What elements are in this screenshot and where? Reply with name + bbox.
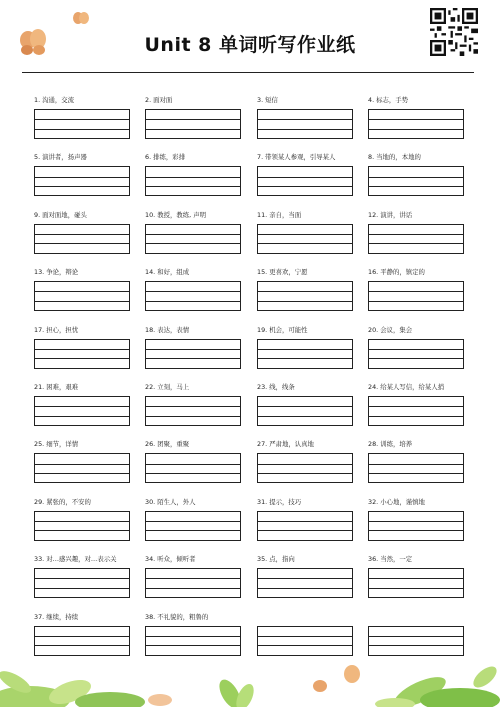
dictation-item: [368, 325, 464, 369]
writing-line: [146, 243, 240, 244]
item-label: 3. 短信: [257, 96, 278, 104]
answer-box[interactable]: [145, 281, 241, 311]
dictation-item: [145, 152, 241, 196]
answer-box[interactable]: [145, 224, 241, 254]
writing-line: [258, 119, 352, 120]
writing-line: [35, 521, 129, 522]
writing-line: [35, 464, 129, 465]
dictation-item: [34, 210, 130, 254]
item-label: 7. 带领某人参观，引导某人: [257, 153, 336, 162]
dictation-item: [34, 554, 130, 598]
item-label: 27. 严肃地，认真地: [257, 440, 314, 449]
item-label: 23. 线，线条: [257, 383, 295, 391]
writing-line: [258, 636, 352, 637]
item-label: 16. 平静的，镇定的: [368, 268, 425, 277]
item-label: 25. 细节，详情: [34, 440, 79, 449]
answer-box[interactable]: [257, 568, 353, 598]
dictation-item: [257, 439, 353, 483]
writing-line: [369, 186, 463, 187]
answer-box[interactable]: [368, 453, 464, 483]
writing-line: [35, 291, 129, 292]
writing-line: [258, 291, 352, 292]
item-label: 21. 困难，艰难: [34, 383, 79, 391]
dictation-item: [145, 267, 241, 311]
writing-line: [369, 416, 463, 417]
dictation-item: [257, 554, 353, 598]
answer-box[interactable]: [257, 511, 353, 541]
item-label: 2. 面对面: [145, 96, 173, 104]
dictation-item: [34, 325, 130, 369]
answer-box[interactable]: [34, 281, 130, 311]
writing-line: [146, 129, 240, 130]
writing-line: [258, 243, 352, 244]
answer-box[interactable]: [145, 166, 241, 196]
writing-line: [35, 301, 129, 302]
dictation-item: [145, 497, 241, 541]
writing-line: [146, 473, 240, 474]
item-label: 24. 给某人写信，给某人捎: [368, 383, 445, 391]
writing-line: [35, 530, 129, 531]
dictation-item: [34, 612, 130, 656]
writing-line: [146, 301, 240, 302]
dictation-item: [368, 382, 464, 426]
item-label: 28. 训练，培养: [368, 440, 413, 449]
answer-box[interactable]: [34, 396, 130, 426]
answer-box[interactable]: [257, 166, 353, 196]
writing-line: [35, 645, 129, 646]
writing-line: [35, 186, 129, 187]
item-label: 11. 亲自，当面: [257, 210, 302, 219]
writing-line: [146, 234, 240, 235]
writing-line: [369, 243, 463, 244]
dictation-item: [368, 152, 464, 196]
item-label: 32. 小心地，谨慎地: [368, 497, 425, 506]
writing-line: [146, 464, 240, 465]
answer-box[interactable]: [257, 453, 353, 483]
item-label: 37. 继续，持续: [34, 612, 79, 621]
writing-line: [35, 588, 129, 589]
answer-box[interactable]: [34, 339, 130, 369]
answer-box[interactable]: [368, 396, 464, 426]
answer-box[interactable]: [257, 109, 353, 139]
answer-box[interactable]: [34, 166, 130, 196]
dictation-item: [257, 382, 353, 426]
writing-line: [35, 578, 129, 579]
dictation-item: [34, 152, 130, 196]
writing-line: [258, 416, 352, 417]
page-title: Unit 8 单词听写作业纸: [144, 34, 356, 56]
item-label: 5. 演讲者，扬声器: [34, 153, 87, 162]
item-label: 29. 紧张的，不安的: [34, 497, 91, 506]
writing-line: [146, 521, 240, 522]
answer-box[interactable]: [368, 224, 464, 254]
writing-line: [146, 578, 240, 579]
answer-box[interactable]: [145, 511, 241, 541]
dictation-item: [257, 152, 353, 196]
item-label: 4. 标志，手势: [368, 96, 409, 104]
writing-line: [369, 291, 463, 292]
dictation-item: [145, 382, 241, 426]
dictation-item: [257, 325, 353, 369]
dictation-item: [368, 497, 464, 541]
item-label: 33. 对…感兴趣，对…表示关: [34, 555, 117, 564]
foliage-decoration: [0, 652, 500, 707]
writing-line: [258, 530, 352, 531]
item-label: 36. 当然，一定: [368, 555, 413, 564]
writing-line: [369, 464, 463, 465]
dictation-item: [368, 439, 464, 483]
writing-line: [146, 645, 240, 646]
writing-line: [369, 588, 463, 589]
item-label: 19. 机会，可能性: [257, 325, 308, 334]
writing-line: [369, 234, 463, 235]
dictation-item: [368, 612, 464, 656]
writing-line: [369, 119, 463, 120]
writing-line: [369, 636, 463, 637]
writing-line: [258, 186, 352, 187]
answer-box[interactable]: [257, 396, 353, 426]
writing-line: [35, 636, 129, 637]
dictation-item: [257, 95, 353, 139]
dictation-item: [34, 95, 130, 139]
answer-box[interactable]: [34, 453, 130, 483]
answer-box[interactable]: [368, 166, 464, 196]
writing-line: [146, 636, 240, 637]
item-label: 34. 听众，倾听者: [145, 555, 196, 564]
item-label: 17. 担心，担忧: [34, 325, 79, 334]
writing-line: [35, 243, 129, 244]
item-label: 1. 沟通，交流: [34, 96, 75, 104]
writing-line: [35, 177, 129, 178]
dictation-item: [368, 554, 464, 598]
writing-line: [35, 416, 129, 417]
item-label: 13. 争论，辩论: [34, 268, 79, 277]
writing-line: [35, 129, 129, 130]
writing-line: [369, 301, 463, 302]
dictation-item: [145, 210, 241, 254]
answer-box[interactable]: [145, 109, 241, 139]
dictation-item: [145, 554, 241, 598]
answer-box[interactable]: [34, 109, 130, 139]
item-label: 6. 排练，彩排: [145, 153, 186, 162]
writing-line: [258, 301, 352, 302]
writing-line: [35, 119, 129, 120]
dictation-item: [34, 382, 130, 426]
writing-line: [35, 473, 129, 474]
writing-line: [258, 645, 352, 646]
writing-line: [369, 473, 463, 474]
item-label: 31. 提示，技巧: [257, 497, 302, 506]
dictation-item: [257, 210, 353, 254]
item-label: 18. 表达，表情: [145, 325, 190, 334]
writing-line: [258, 234, 352, 235]
answer-box[interactable]: [34, 568, 130, 598]
writing-line: [146, 349, 240, 350]
writing-line: [258, 578, 352, 579]
writing-line: [369, 406, 463, 407]
writing-line: [258, 464, 352, 465]
item-label: 10. 教授，教练, 声明: [145, 210, 206, 219]
answer-box[interactable]: [368, 568, 464, 598]
writing-line: [35, 406, 129, 407]
dictation-item: [368, 210, 464, 254]
answer-box[interactable]: [34, 224, 130, 254]
writing-line: [146, 186, 240, 187]
writing-line: [369, 349, 463, 350]
item-label: 22. 立刻，马上: [145, 383, 190, 391]
item-label: [257, 612, 353, 622]
writing-line: [369, 129, 463, 130]
answer-box[interactable]: [257, 339, 353, 369]
answer-box[interactable]: [145, 453, 241, 483]
dictation-item: [145, 439, 241, 483]
writing-line: [369, 578, 463, 579]
writing-line: [258, 473, 352, 474]
writing-line: [258, 177, 352, 178]
item-label: 26. 团聚，重聚: [145, 440, 190, 449]
writing-line: [258, 129, 352, 130]
writing-line: [369, 358, 463, 359]
writing-line: [369, 530, 463, 531]
answer-box[interactable]: [257, 281, 353, 311]
item-label: 8. 当地的，本地的: [368, 153, 421, 162]
writing-line: [369, 177, 463, 178]
writing-line: [146, 177, 240, 178]
writing-line: [258, 349, 352, 350]
writing-line: [146, 530, 240, 531]
answer-box[interactable]: [368, 339, 464, 369]
item-label: 30. 陌生人，外人: [145, 497, 196, 506]
writing-line: [146, 291, 240, 292]
item-label: 35. 点，指向: [257, 555, 295, 564]
dictation-item: [34, 497, 130, 541]
writing-line: [369, 645, 463, 646]
answer-box[interactable]: [145, 396, 241, 426]
writing-line: [146, 406, 240, 407]
answer-box[interactable]: [368, 281, 464, 311]
item-label: [368, 612, 464, 622]
writing-line: [258, 521, 352, 522]
writing-line: [146, 416, 240, 417]
item-label: 12. 演讲，讲话: [368, 210, 413, 219]
dictation-item: [368, 267, 464, 311]
writing-line: [146, 588, 240, 589]
item-label: 20. 会议，集会: [368, 325, 413, 334]
answer-box[interactable]: [34, 511, 130, 541]
item-label: 14. 和好，组成: [145, 268, 190, 277]
writing-line: [258, 588, 352, 589]
dictation-item: [145, 95, 241, 139]
answer-box[interactable]: [368, 511, 464, 541]
writing-line: [146, 119, 240, 120]
item-label: 9. 面对面地，碰头: [34, 210, 87, 219]
dictation-item: [257, 612, 353, 656]
writing-line: [258, 358, 352, 359]
writing-line: [369, 521, 463, 522]
item-label: 15. 更喜欢，宁愿: [257, 268, 308, 277]
answer-box[interactable]: [368, 109, 464, 139]
dictation-item: [145, 612, 241, 656]
dictation-item: [368, 95, 464, 139]
answer-box[interactable]: [145, 568, 241, 598]
dictation-item: [34, 439, 130, 483]
dictation-item: [34, 267, 130, 311]
dictation-item: [257, 267, 353, 311]
answer-box[interactable]: [257, 224, 353, 254]
dictation-item: [257, 497, 353, 541]
dictation-item: [145, 325, 241, 369]
item-label: 38. 不礼貌的，粗鲁的: [145, 612, 209, 621]
writing-line: [35, 358, 129, 359]
writing-line: [258, 406, 352, 407]
answer-box[interactable]: [145, 339, 241, 369]
writing-line: [146, 358, 240, 359]
writing-line: [35, 234, 129, 235]
writing-line: [35, 349, 129, 350]
